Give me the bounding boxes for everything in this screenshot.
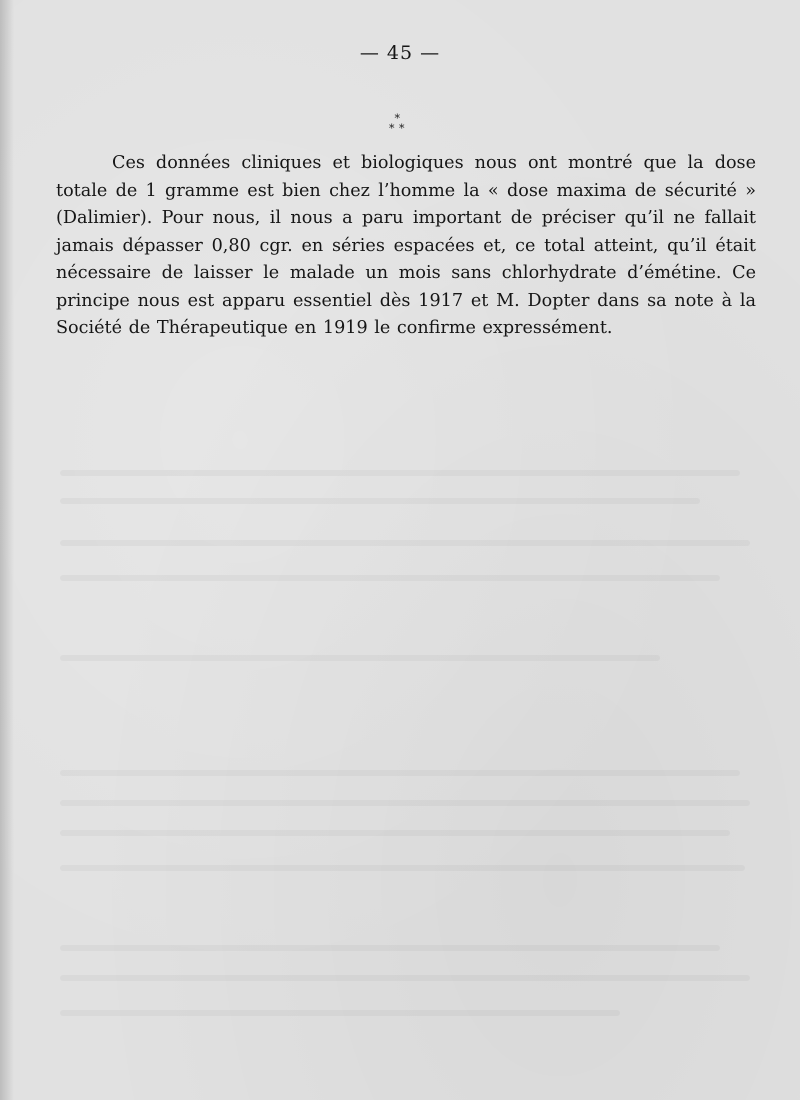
body-paragraph: Ces données cliniques et biologiques nous ont montré que la dose totale de 1 gramme est bien chez l’homme la « dose maxima de sécurité » (Dalimier). Pour nous, il nous a paru important de préciser qu’il ne fallait jamais dépasser 0,80 cgr. en séries espacées et, ce total atteint, qu’il était nécessaire de laisser le malade un mois sans chlorhydrate d’émétine. Ce principe nous est apparu essentiel dès 1917 et M. Dopter dans sa note à la Société de Thérapeutique en 1919 le confirme expressément.	[56, 153, 756, 338]
bleed-through-line	[60, 1010, 620, 1016]
bleed-through-line	[60, 770, 740, 776]
bleed-through-line	[60, 830, 730, 836]
page-number: — 45 —	[359, 42, 441, 64]
page-edge-shadow	[0, 0, 14, 1100]
svg-text:*: *	[389, 122, 395, 135]
bleed-through-line	[60, 800, 750, 806]
bleed-through-line	[60, 540, 750, 546]
svg-text:*: *	[394, 112, 400, 125]
bleed-through-line	[60, 655, 660, 661]
bleed-through-line	[60, 865, 745, 871]
asterism-icon	[386, 112, 410, 136]
bleed-through-line	[60, 575, 720, 581]
bleed-through-line	[60, 498, 700, 504]
bleed-through-line	[60, 945, 720, 951]
svg-text:*: *	[399, 122, 405, 135]
bleed-through-line	[60, 975, 750, 981]
bleed-through-line	[60, 470, 740, 476]
